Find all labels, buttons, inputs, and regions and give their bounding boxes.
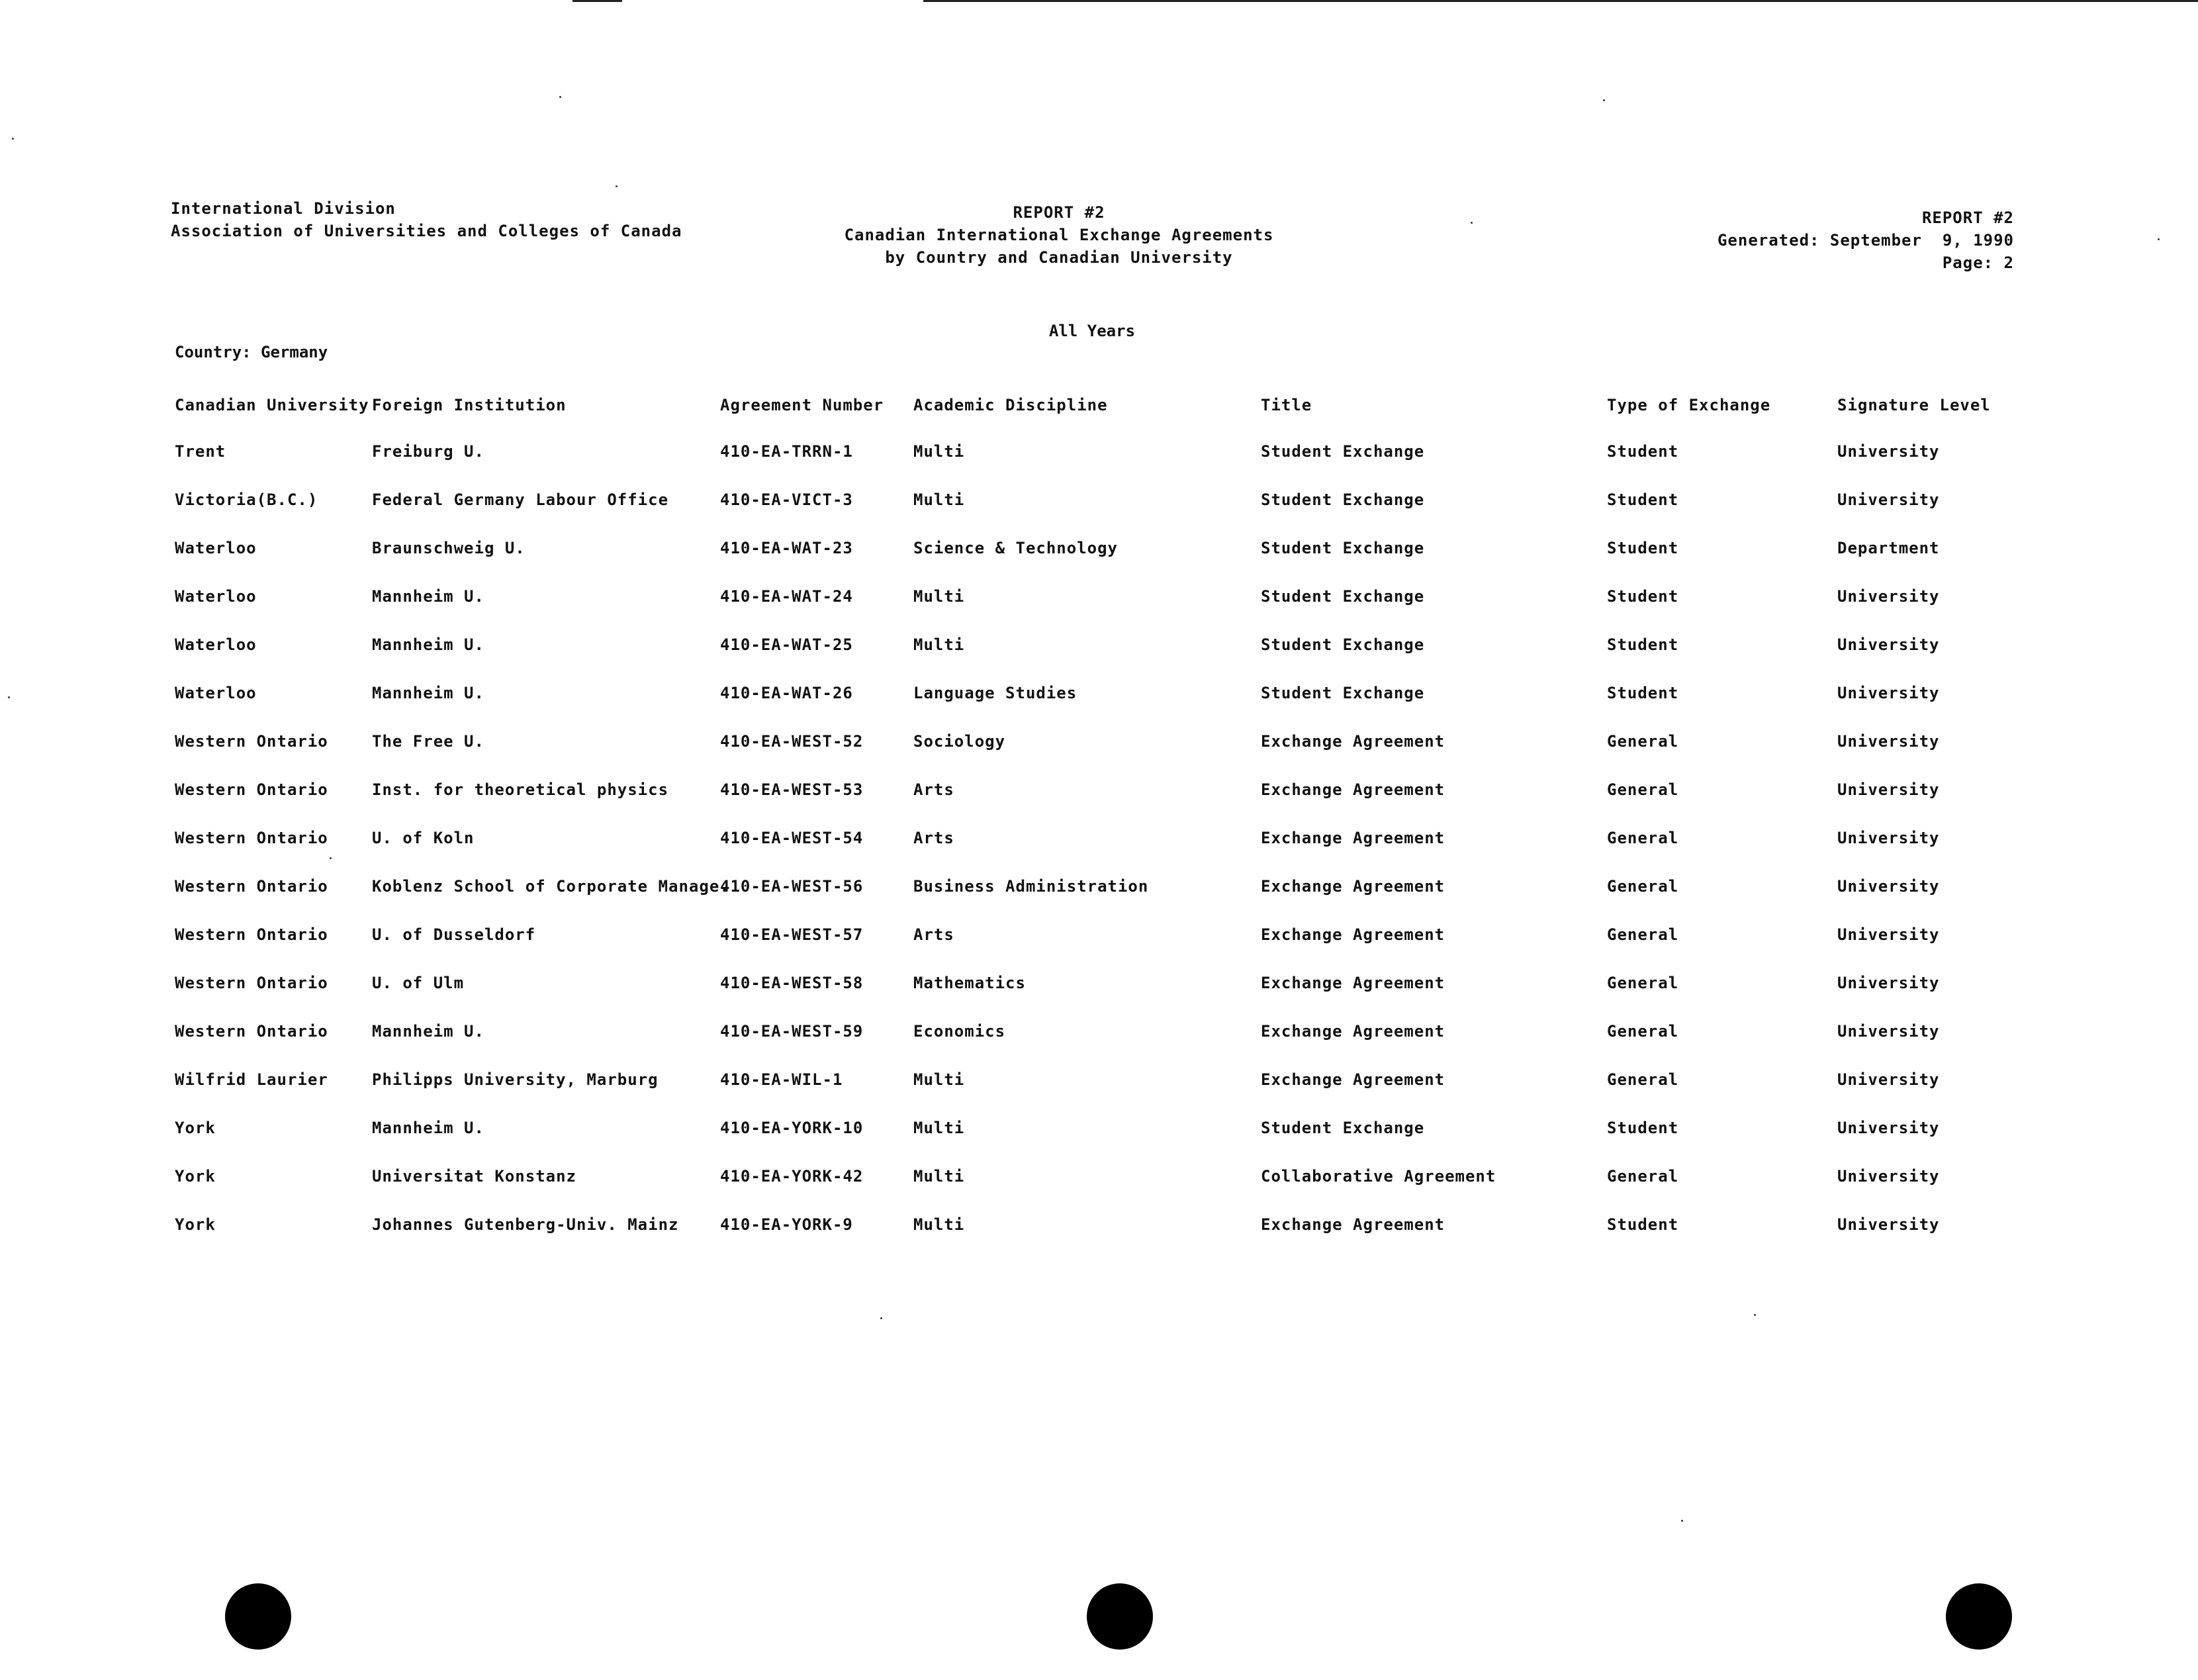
title-cell: Exchange Agreement: [1261, 780, 1445, 799]
table-row: [0, 490, 2198, 517]
type-of-exchange-cell: Student: [1607, 635, 1679, 654]
header-association: Association of Universities and Colleges of Canada: [171, 222, 682, 240]
foreign-institution-cell: Mannheim U.: [372, 635, 484, 654]
type-of-exchange-cell: Student: [1607, 490, 1679, 509]
academic-discipline-cell: Sociology: [913, 732, 1006, 751]
academic-discipline-cell: Arts: [913, 780, 954, 799]
agreement-number-cell: 410-EA-WEST-53: [720, 780, 864, 799]
column-header-signature-level: Signature Level: [1837, 396, 1991, 414]
title-cell: Exchange Agreement: [1261, 925, 1445, 944]
type-of-exchange-cell: Student: [1607, 587, 1679, 606]
academic-discipline-cell: Multi: [913, 442, 965, 461]
foreign-institution-cell: U. of Dusseldorf: [372, 925, 536, 944]
agreement-number-cell: 410-EA-WAT-24: [720, 587, 853, 606]
scan-speck: [1681, 1520, 1683, 1522]
foreign-institution-cell: Federal Germany Labour Office: [372, 490, 669, 509]
academic-discipline-cell: Multi: [913, 1119, 965, 1137]
table-row: [0, 780, 2198, 807]
academic-discipline-cell: Multi: [913, 1070, 965, 1089]
foreign-institution-cell: Braunschweig U.: [372, 539, 526, 557]
table-row: [0, 442, 2198, 469]
table-row: [0, 732, 2198, 759]
signature-level-cell: University: [1837, 1070, 1940, 1089]
table-row: [0, 1070, 2198, 1097]
title-cell: Exchange Agreement: [1261, 829, 1445, 847]
agreement-number-cell: 410-EA-WAT-25: [720, 635, 853, 654]
table-row: [0, 684, 2198, 710]
academic-discipline-cell: Science & Technology: [913, 539, 1118, 557]
type-of-exchange-cell: General: [1607, 974, 1679, 992]
canadian-university-cell: Western Ontario: [175, 925, 328, 944]
type-of-exchange-cell: Student: [1607, 684, 1679, 702]
agreement-number-cell: 410-EA-WEST-56: [720, 877, 864, 896]
canadian-university-cell: Waterloo: [175, 587, 257, 606]
academic-discipline-cell: Multi: [913, 635, 965, 654]
canadian-university-cell: Trent: [175, 442, 226, 461]
scan-speck: [1754, 1314, 1756, 1316]
top-edge-line-left: [572, 0, 622, 2]
table-row: [0, 587, 2198, 614]
academic-discipline-cell: Multi: [913, 587, 965, 606]
header-division: International Division: [171, 199, 396, 218]
scan-speck: [12, 138, 14, 140]
signature-level-cell: University: [1837, 829, 1940, 847]
academic-discipline-cell: Mathematics: [913, 974, 1026, 992]
table-row: [0, 925, 2198, 952]
agreement-number-cell: 410-EA-WAT-26: [720, 684, 853, 702]
table-row: [0, 829, 2198, 855]
type-of-exchange-cell: General: [1607, 925, 1679, 944]
academic-discipline-cell: Arts: [913, 829, 954, 847]
signature-level-cell: University: [1837, 635, 1940, 654]
academic-discipline-cell: Economics: [913, 1022, 1006, 1041]
scan-speck: [880, 1317, 882, 1319]
punch-hole-left: [225, 1583, 291, 1650]
agreement-number-cell: 410-EA-WEST-58: [720, 974, 864, 992]
foreign-institution-cell: Mannheim U.: [372, 587, 484, 606]
type-of-exchange-cell: Student: [1607, 539, 1679, 557]
foreign-institution-cell: Universitat Konstanz: [372, 1167, 576, 1186]
title-cell: Exchange Agreement: [1261, 1022, 1445, 1041]
foreign-institution-cell: Philipps University, Marburg: [372, 1070, 659, 1089]
agreement-number-cell: 410-EA-WEST-54: [720, 829, 864, 847]
type-of-exchange-cell: Student: [1607, 442, 1679, 461]
report-subtitle: by Country and Canadian University: [885, 248, 1233, 267]
foreign-institution-cell: Koblenz School of Corporate Manage.: [372, 877, 730, 896]
signature-level-cell: University: [1837, 1215, 1940, 1234]
table-row: [0, 1167, 2198, 1193]
type-of-exchange-cell: General: [1607, 829, 1679, 847]
academic-discipline-cell: Arts: [913, 925, 954, 944]
report-title: Canadian International Exchange Agreements: [844, 226, 1274, 244]
canadian-university-cell: Western Ontario: [175, 877, 328, 896]
signature-level-cell: University: [1837, 1022, 1940, 1041]
title-cell: Exchange Agreement: [1261, 1070, 1445, 1089]
table-header-row: [0, 396, 2198, 422]
page-number: Page: 2: [1942, 254, 2014, 272]
scan-speck: [8, 696, 10, 698]
type-of-exchange-cell: General: [1607, 1167, 1679, 1186]
report-number-right: REPORT #2: [1921, 209, 2014, 227]
table-row: [0, 1119, 2198, 1145]
agreement-number-cell: 410-EA-YORK-9: [720, 1215, 853, 1234]
foreign-institution-cell: Mannheim U.: [372, 684, 484, 702]
signature-level-cell: University: [1837, 442, 1940, 461]
punch-hole-right: [1946, 1583, 2012, 1650]
signature-level-cell: University: [1837, 732, 1940, 751]
title-cell: Student Exchange: [1261, 684, 1425, 702]
type-of-exchange-cell: General: [1607, 780, 1679, 799]
title-cell: Student Exchange: [1261, 442, 1425, 461]
signature-level-cell: Department: [1837, 539, 1940, 557]
title-cell: Exchange Agreement: [1261, 877, 1445, 896]
type-of-exchange-cell: General: [1607, 1070, 1679, 1089]
signature-level-cell: University: [1837, 490, 1940, 509]
title-cell: Collaborative Agreement: [1261, 1167, 1496, 1186]
canadian-university-cell: Western Ontario: [175, 780, 328, 799]
header-report-meta: [1717, 207, 2014, 274]
agreement-number-cell: 410-EA-WEST-52: [720, 732, 864, 751]
canadian-university-cell: Western Ontario: [175, 829, 328, 847]
canadian-university-cell: Waterloo: [175, 539, 257, 557]
canadian-university-cell: Waterloo: [175, 684, 257, 702]
signature-level-cell: University: [1837, 684, 1940, 702]
type-of-exchange-cell: General: [1607, 1022, 1679, 1041]
title-cell: Exchange Agreement: [1261, 974, 1445, 992]
agreement-number-cell: 410-EA-WEST-59: [720, 1022, 864, 1041]
table-row: [0, 1022, 2198, 1049]
signature-level-cell: University: [1837, 587, 1940, 606]
scan-speck: [1603, 99, 1605, 101]
type-of-exchange-cell: Student: [1607, 1215, 1679, 1234]
scan-speck: [330, 857, 332, 859]
canadian-university-cell: Wilfrid Laurier: [175, 1070, 328, 1089]
foreign-institution-cell: Inst. for theoretical physics: [372, 780, 669, 799]
signature-level-cell: University: [1837, 877, 1940, 896]
canadian-university-cell: York: [175, 1215, 216, 1234]
title-cell: Student Exchange: [1261, 490, 1425, 509]
scan-speck: [1471, 222, 1473, 224]
column-header-canadian-university: Canadian University: [175, 396, 369, 414]
academic-discipline-cell: Multi: [913, 1167, 965, 1186]
foreign-institution-cell: The Free U.: [372, 732, 484, 751]
canadian-university-cell: Victoria(B.C.): [175, 490, 318, 509]
title-cell: Student Exchange: [1261, 635, 1425, 654]
all-years-label: All Years: [1048, 322, 1136, 340]
title-cell: Exchange Agreement: [1261, 732, 1445, 751]
title-cell: Exchange Agreement: [1261, 1215, 1445, 1234]
column-header-agreement-number: Agreement Number: [720, 396, 884, 414]
agreement-number-cell: 410-EA-WEST-57: [720, 925, 864, 944]
country-label: Country: Germany: [175, 343, 328, 361]
header-report-title: [728, 201, 1390, 269]
table-row: [0, 1215, 2198, 1242]
signature-level-cell: University: [1837, 1119, 1940, 1137]
foreign-institution-cell: Mannheim U.: [372, 1022, 484, 1041]
agreement-number-cell: 410-EA-YORK-42: [720, 1167, 864, 1186]
header-organization: [171, 197, 682, 242]
agreement-number-cell: 410-EA-VICT-3: [720, 490, 853, 509]
table-row: [0, 877, 2198, 904]
foreign-institution-cell: Johannes Gutenberg-Univ. Mainz: [372, 1215, 679, 1234]
canadian-university-cell: Western Ontario: [175, 732, 328, 751]
table-row: [0, 635, 2198, 662]
canadian-university-cell: Western Ontario: [175, 1022, 328, 1041]
table-row: [0, 974, 2198, 1000]
foreign-institution-cell: Freiburg U.: [372, 442, 484, 461]
scan-speck: [559, 96, 561, 98]
table-row: [0, 539, 2198, 565]
agreement-number-cell: 410-EA-WAT-23: [720, 539, 853, 557]
title-cell: Student Exchange: [1261, 1119, 1425, 1137]
canadian-university-cell: York: [175, 1167, 216, 1186]
canadian-university-cell: Western Ontario: [175, 974, 328, 992]
academic-discipline-cell: Multi: [913, 490, 965, 509]
signature-level-cell: University: [1837, 1167, 1940, 1186]
report-number: REPORT #2: [1013, 203, 1105, 222]
column-header-title: Title: [1261, 396, 1312, 414]
generated-date: Generated: September 9, 1990: [1717, 231, 2014, 250]
academic-discipline-cell: Language Studies: [913, 684, 1077, 702]
signature-level-cell: University: [1837, 780, 1940, 799]
title-cell: Student Exchange: [1261, 539, 1425, 557]
foreign-institution-cell: Mannheim U.: [372, 1119, 484, 1137]
academic-discipline-cell: Business Administration: [913, 877, 1149, 896]
punch-hole-center: [1087, 1583, 1153, 1650]
signature-level-cell: University: [1837, 925, 1940, 944]
canadian-university-cell: Waterloo: [175, 635, 257, 654]
agreement-number-cell: 410-EA-TRRN-1: [720, 442, 853, 461]
column-header-foreign-institution: Foreign Institution: [372, 396, 567, 414]
top-edge-line-right: [923, 0, 2198, 2]
scan-speck: [2158, 238, 2160, 240]
academic-discipline-cell: Multi: [913, 1215, 965, 1234]
canadian-university-cell: York: [175, 1119, 216, 1137]
column-header-academic-discipline: Academic Discipline: [913, 396, 1108, 414]
type-of-exchange-cell: Student: [1607, 1119, 1679, 1137]
agreement-number-cell: 410-EA-WIL-1: [720, 1070, 843, 1089]
signature-level-cell: University: [1837, 974, 1940, 992]
title-cell: Student Exchange: [1261, 587, 1425, 606]
foreign-institution-cell: U. of Ulm: [372, 974, 465, 992]
column-header-type-of-exchange: Type of Exchange: [1607, 396, 1771, 414]
agreement-number-cell: 410-EA-YORK-10: [720, 1119, 864, 1137]
foreign-institution-cell: U. of Koln: [372, 829, 475, 847]
type-of-exchange-cell: General: [1607, 732, 1679, 751]
scan-speck: [616, 185, 618, 187]
type-of-exchange-cell: General: [1607, 877, 1679, 896]
